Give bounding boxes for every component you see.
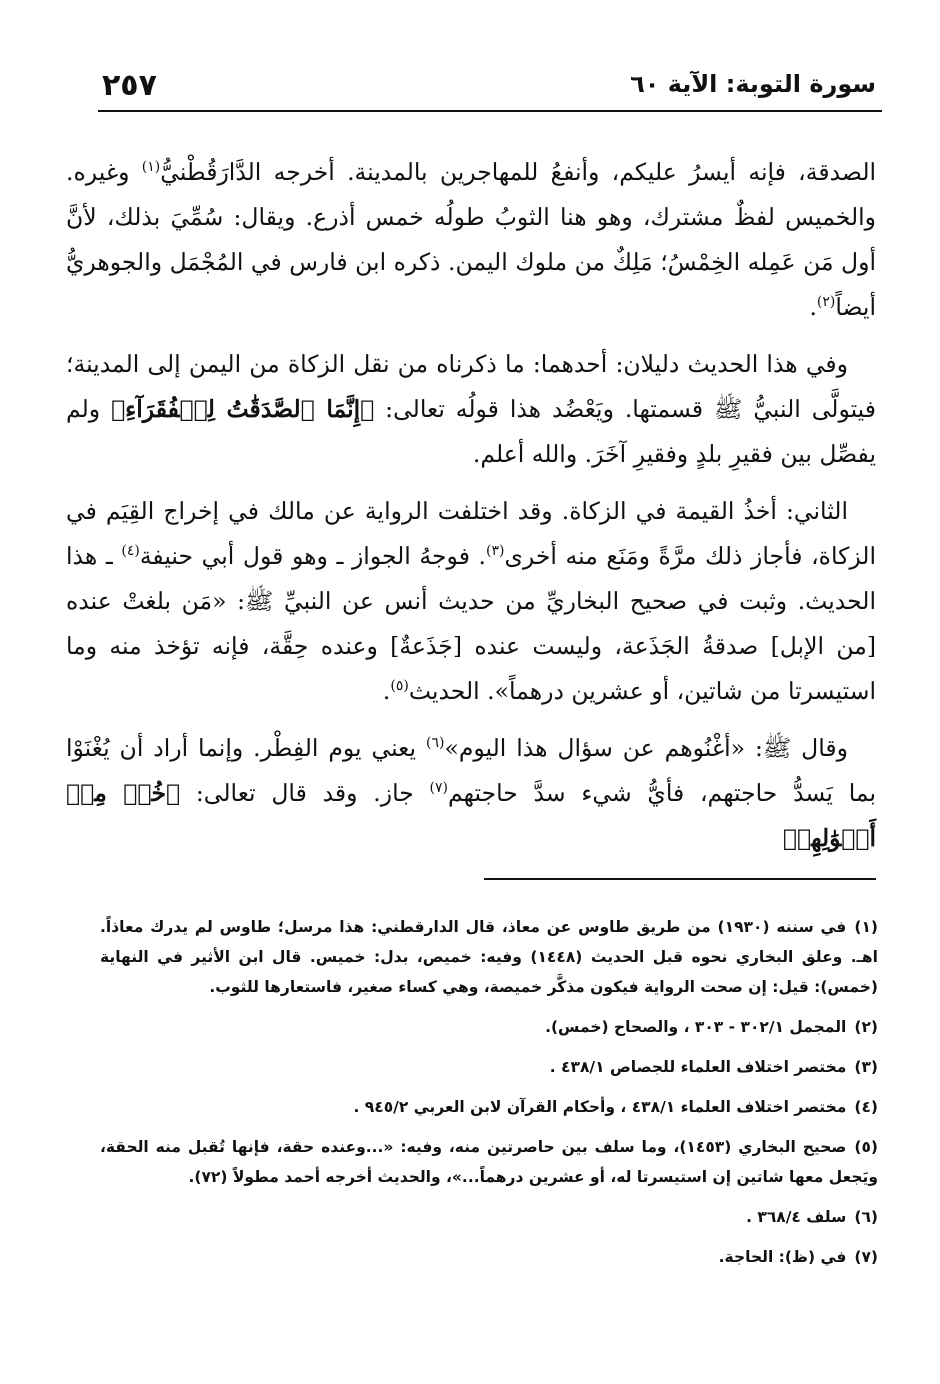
running-title: سورة التوبة: الآية ٦٠: [630, 70, 876, 98]
quran-quote: ﴿إِنَّمَا ٱلصَّدَقَٰتُ لِلۡفُقَرَآءِ﴾: [111, 395, 375, 423]
footnote-text: في سننه (١٩٣٠) من طريق طاوس عن معاذ، قال الدارقطني: هذا مرسل؛ طاوس لم يدرك معاذاً. اهـ. وعلق البخاري نحوه قبل الحديث (١٤٤٨) وفيه: خميص، بدل: خميس. قال ابن الأثير في النهاية (خمس): قيل: إن صحت الرواية فيكون مذكَّر خميصة، وهي كساء صغير، فاستعارها للثوب.: [100, 918, 878, 996]
footnote-number: (٧): [854, 1248, 878, 1266]
footnote-ref: (٤): [121, 543, 140, 560]
paragraph-text: وفي هذا الحديث دليلان: أحدهما: ما ذكرناه من نقل الزكاة من اليمن إلى المدينة؛ فيتولَّى النبيُّ ﷺ قسمتها. ويَعْضُد هذا قولُه تعالى:: [66, 350, 877, 423]
paragraph-text: .: [382, 677, 391, 705]
footnote-ref: (٥): [390, 678, 409, 695]
footnote-text: صحيح البخاري (١٤٥٣)، وما سلف بين حاصرتين منه، وفيه: «...وعنده حقة، فإنها تُقبل منه الحقة، ويَجعل معها شاتين إن استيسرتا له، أو عشرين درهماً...»، والحديث أخرجه أحمد مطولاً (٧٢).: [100, 1138, 878, 1186]
paragraph-text: ولم يفصِّل بين فقيرِ بلدٍ وفقيرِ آخَرَ. والله أعلم.: [66, 395, 876, 468]
paragraph-text: ـ هذا الحديث. وثبت في صحيح البخاريِّ من حديث أنس عن النبيِّ ﷺ: «مَن بلغتْ عنده [من الإبل] صدقةُ الجَذَعة، وليست عنده [جَذَعةٌ] وعنده حِقَّة، فإنه تؤخذ منه وما استيسرتا من شاتين، أو عشرين درهماً». الحديث: [66, 542, 876, 705]
footnote-6: [100, 1202, 878, 1232]
footnote-ref: (٦): [425, 735, 445, 752]
footnote-number: (٤): [854, 1098, 878, 1116]
footnote-number: (٥): [854, 1138, 879, 1156]
paragraph-text: وغيره. والخميس لفظٌ مشترك، وهو هنا الثوبُ طولُه خمس أذرع. ويقال: سُمِّيَ بذلك، لأنَّ أول مَن عَمِله الخِمْسُ؛ مَلِكٌ من ملوك اليمن. ذكره ابن فارس في المُجْمَل والجوهريُّ أيضاً: [66, 158, 876, 321]
footnote-separator: [484, 878, 876, 880]
footnote-text: في (ظ): الحاجة.: [718, 1248, 847, 1266]
footnote-3: [100, 1052, 878, 1082]
footnote-text: مختصر اختلاف العلماء ٤٣٨/١ ، وأحكام القرآن لابن العربي ٩٤٥/٢ .: [353, 1098, 847, 1116]
paragraph-text: . فوجهُ الجواز ـ وهو قول أبي حنيفة: [139, 542, 487, 570]
paragraph-text: .: [809, 293, 817, 321]
page-number: ٢٥٧: [102, 68, 157, 103]
footnote-number: (٣): [854, 1058, 878, 1076]
paragraph-text: جاز. وقد قال تعالى:: [180, 779, 430, 807]
footnote-1: [100, 912, 878, 1002]
footnote-ref: (٧): [429, 780, 448, 797]
footnote-2: [100, 1012, 878, 1042]
footnote-text: المجمل ٣٠٢/١ - ٣٠٣ ، والصحاح (خمس).: [545, 1018, 847, 1036]
footnote-number: (٢): [854, 1018, 878, 1036]
footnote-ref: (٣): [486, 543, 505, 560]
footnote-7: [100, 1242, 878, 1272]
paragraph-4: [66, 726, 876, 861]
paragraph-text: وقال ﷺ: «أغْنُوهم عن سؤال هذا اليوم»: [444, 734, 849, 762]
paragraph-text: الصدقة، فإنه أيسرُ عليكم، وأنفعُ للمهاجرين بالمدينة. أخرجه الدَّارَقُطْنيُّ: [160, 158, 877, 186]
paragraph-text: الثاني: أخذُ القيمة في الزكاة. وقد اختلفت الرواية عن مالك في إخراج القِيَم في الزكاة، فأجاز ذلك مرَّةً ومَنَع منه أخرى: [66, 497, 876, 570]
paragraph-1: [66, 150, 876, 330]
footnote-ref: (١): [141, 159, 161, 176]
footnote-ref: (٢): [816, 294, 836, 311]
footnote-number: (١): [854, 918, 878, 936]
footnote-4: [100, 1092, 878, 1122]
paragraph-2: [66, 342, 876, 477]
footnotes: [100, 912, 878, 1282]
footnote-5: [100, 1132, 878, 1192]
quran-quote: ﴿خُذۡ مِنۡ أَمۡوَٰلِهِمۡ: [66, 779, 876, 852]
main-text: [66, 150, 876, 873]
paragraph-text: يعني يوم الفِطْر. وإنما أراد أن يُغْنَوْا بما يَسدُّ حاجتهم، فأيُّ شيء سدَّ حاجتهم: [66, 734, 876, 807]
footnote-text: مختصر اختلاف العلماء للجصاص ٤٣٨/١ .: [549, 1058, 847, 1076]
footnote-number: (٦): [854, 1208, 878, 1226]
page-header: [98, 62, 882, 112]
footnote-text: سلف ٣٦٨/٤ .: [746, 1208, 847, 1226]
paragraph-3: [66, 489, 876, 714]
